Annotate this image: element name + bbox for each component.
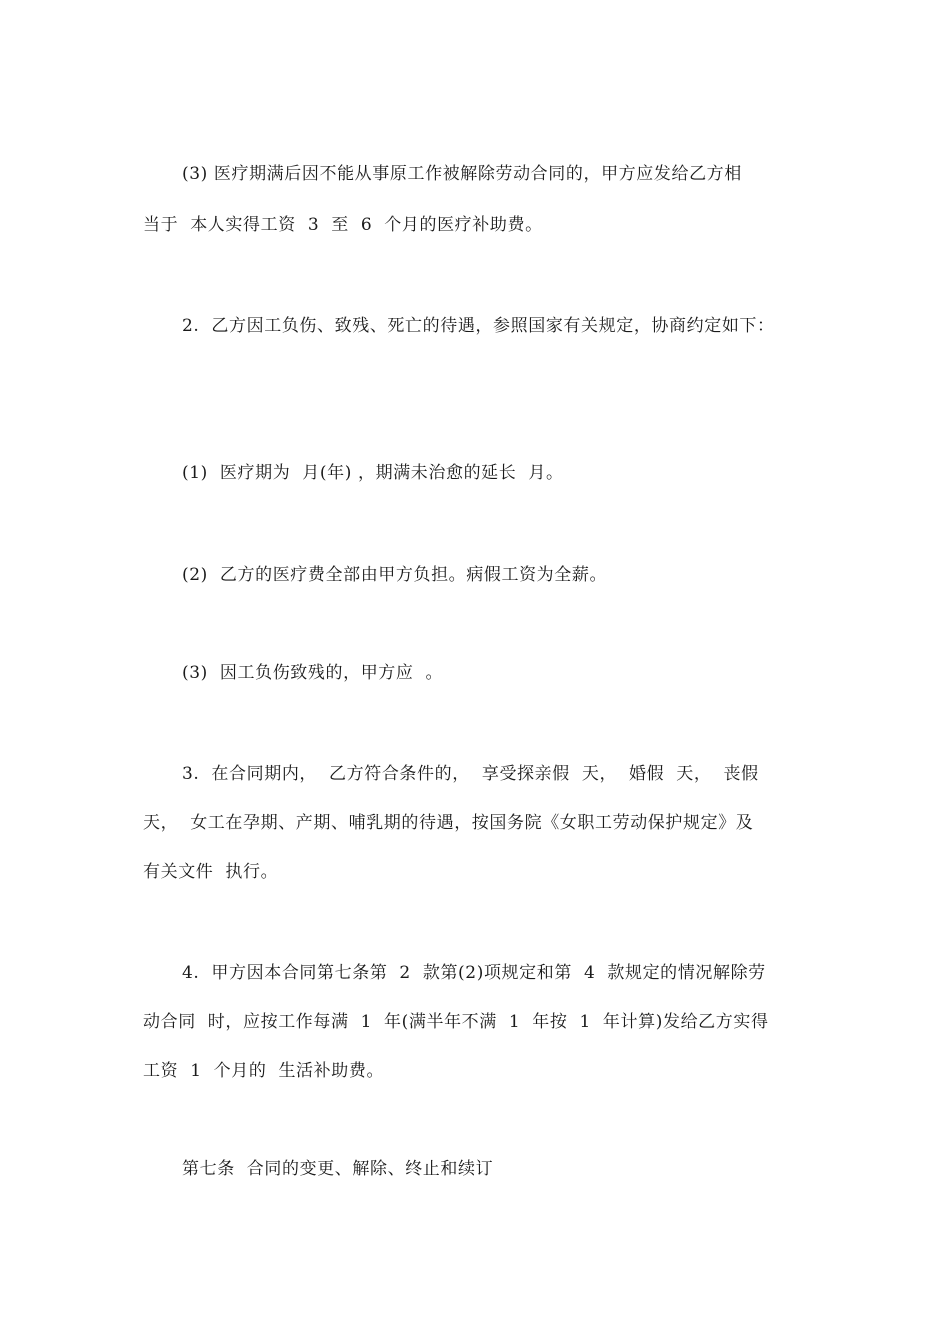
paragraph-line: (1) 医疗期为 月(年) ，期满未治愈的延长 月。	[182, 463, 564, 483]
paragraph-line: (3) 医疗期满后因不能从事原工作被解除劳动合同的，甲方应发给乙方相	[182, 164, 742, 184]
section-heading: 第七条 合同的变更、解除、终止和续订	[182, 1159, 494, 1179]
paragraph-line: 2. 乙方因工负伤、致残、死亡的待遇，参照国家有关规定，协商约定如下：	[182, 316, 775, 336]
paragraph-line: (3) 因工负伤致残的，甲方应 。	[182, 663, 444, 683]
paragraph-line: 3. 在合同期内， 乙方符合条件的， 享受探亲假 天， 婚假 天， 丧假	[182, 764, 759, 784]
paragraph-line: 动合同 时，应按工作每满 1 年(满半年不满 1 年按 1 年计算)发给乙方实得	[143, 1012, 769, 1032]
paragraph-line: 当于 本人实得工资 3 至 6 个月的医疗补助费。	[143, 215, 543, 235]
paragraph-line: (2) 乙方的医疗费全部由甲方负担。病假工资为全薪。	[182, 565, 608, 585]
paragraph-line: 工资 1 个月的 生活补助费。	[143, 1061, 385, 1081]
paragraph-line: 4. 甲方因本合同第七条第 2 款第(2)项规定和第 4 款规定的情况解除劳	[182, 963, 766, 983]
paragraph-line: 有关文件 执行。	[143, 862, 279, 882]
paragraph-line: 天， 女工在孕期、产期、哺乳期的待遇，按国务院《女职工劳动保护规定》及	[143, 813, 754, 833]
